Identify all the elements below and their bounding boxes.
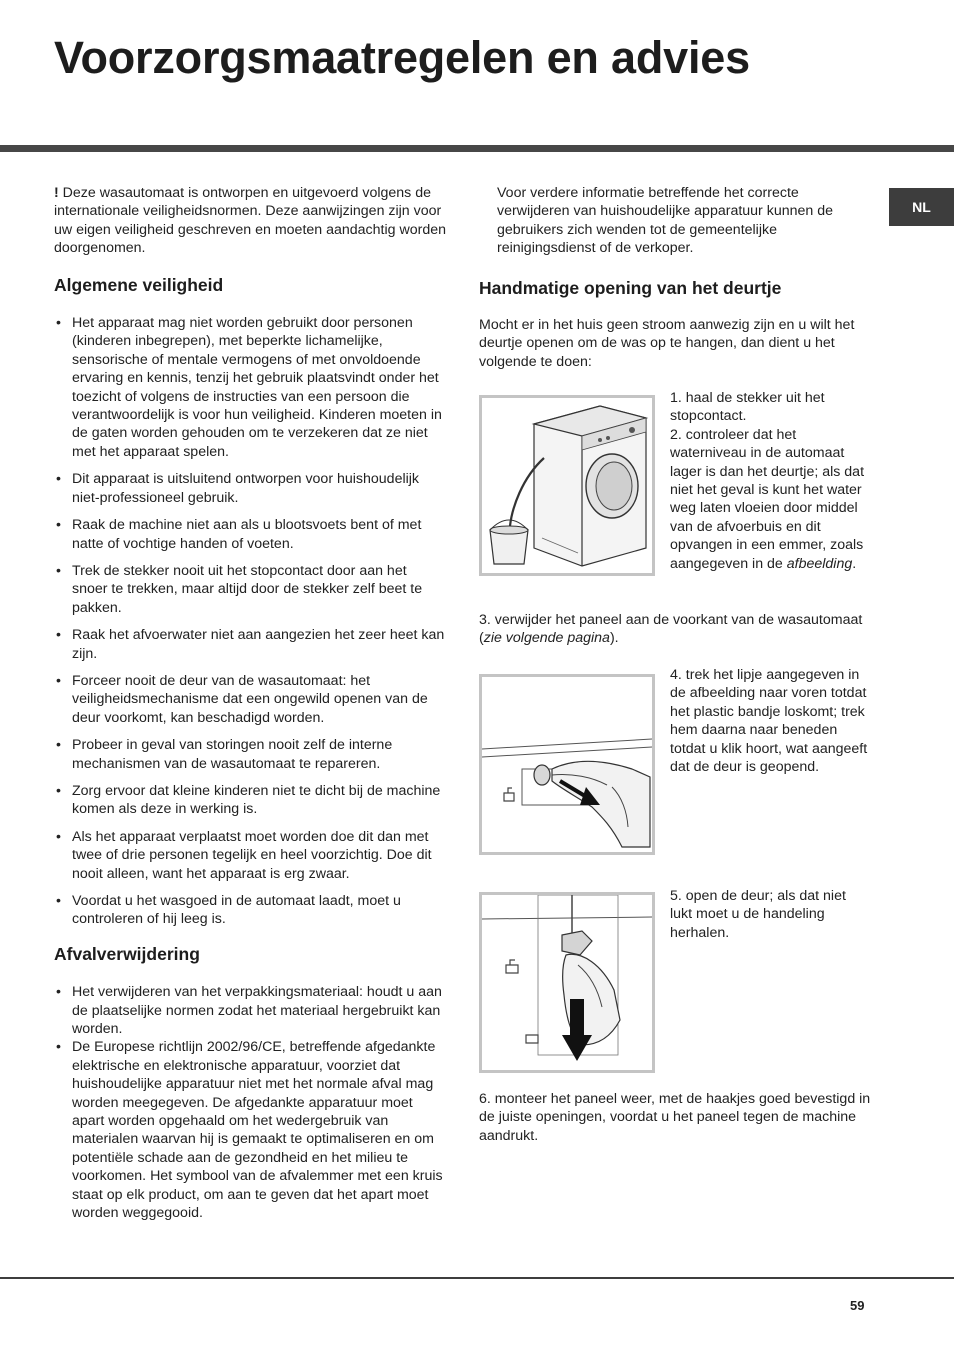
algemene-list — [54, 314, 446, 929]
step-1: 1. haal de stekker uit het stopcontact. — [670, 390, 825, 425]
left-column — [54, 184, 446, 1223]
step-5: 5. open de deur; als dat niet lukt moet u de handeling herhalen. — [670, 888, 846, 941]
figure-drain-bucket — [479, 395, 655, 576]
step-3: 3. verwijder het paneel aan de voorkant van de wasautomaat (zie volgende pagina). — [479, 612, 863, 647]
list-item: • Dit apparaat is uitsluitend ontworpen voor huishoudelijk niet-professioneel gebruik. — [54, 470, 446, 507]
list-item: • Raak de machine niet aan als u blootsvoets bent of met natte of vochtige handen of voeten. — [54, 516, 446, 553]
caption-steps-1-2 — [670, 389, 870, 573]
list-item: • Het verwijderen van het verpakkingsmateriaal: houdt u aan de plaatselijke normen zodat het materiaal hergebruikt kan worden. — [54, 983, 446, 1038]
heading-algemene-veiligheid: Algemene veiligheid — [54, 274, 224, 295]
pull-down-illustration — [482, 895, 652, 1070]
heading-handmatige-opening: Handmatige opening van het deurtje — [479, 278, 782, 298]
figure-pull-down — [479, 892, 655, 1073]
step-4: 4. trek het lipje aangegeven in de afbeelding naar voren totdat het plastic bandje loskomt; trek hem daarna naar beneden totdat u klik hoort, wat aangeeft dat de deur is geopend. — [670, 667, 868, 776]
heading-afvalverwijdering: Afvalverwijdering — [54, 943, 200, 964]
language-tab: NL — [889, 188, 954, 226]
list-item: • Probeer in geval van storingen nooit zelf de interne mechanismen van de wasautomaat te repareren. — [54, 736, 446, 773]
intro-text: Deze wasautomaat is ontworpen en uitgevoerd volgens de internationale veiligheidsnormen. Deze aanwijzingen zijn voor uw eigen veiligheid geschreven en moeten aandachtig worden doorgenomen. — [54, 185, 446, 257]
intro-paragraph — [54, 184, 446, 258]
list-item: • Als het apparaat verplaatst moet worden doe dit dan met twee of drie personen tegelijk en heel voorzichtig. Doe dit nooit alleen, want het apparaat is erg zwaar. — [54, 828, 446, 883]
page-number: 59 — [850, 1298, 865, 1313]
list-item: • De Europese richtlijn 2002/96/CE, betreffende afgedankte elektrische en elektronische apparatuur, voorziet dat huishoudelijke apparatuur niet met het normale afval mag worden meegegeven. De afgedankte apparatuur moet apart worden opgehaald om het wedergebruik van materialen waarvan hij is gemaakt te optimaliseren en om potentiële schade aan de gezondheid en het milieu te voorkomen. Het symbool van de afvalemmer met een kruis staat op elk product, om aan te geven dat het apart moet worden weggegooid. — [54, 1038, 446, 1222]
list-item: • Het apparaat mag niet worden gebruikt door personen (kinderen inbegrepen), met beperkte lichamelijke, sensorische of mentale vermogens of met onvoldoende ervaring en kennis, tenzij het gebruik plaatsvindt onder het toezicht of volgens de instructies van een persoon die verantwoordelijk is voor hun veiligheid. Kinderen moeten in de gaten worden gehouden om te verzekeren dat ze niet met het apparaat spelen. — [54, 314, 446, 461]
page-title: Voorzorgsmaatregelen en advies — [54, 32, 750, 83]
disposal-info-paragraph: Voor verdere informatie betreffende het correcte verwijderen van huishoudelijke apparatuur kunnen de gebruikers zich wenden tot de gemeentelijke reinigingsdienst of de verkoper. — [497, 185, 833, 257]
list-item: • Zorg ervoor dat kleine kinderen niet te dicht bij de machine komen als deze in werking is. — [54, 782, 446, 819]
handmatig-intro: Mocht er in het huis geen stroom aanwezig zijn en u wilt het deurtje openen om de was op te hangen, dan dient u het volgende te doen: — [479, 317, 855, 370]
list-item: • Trek de stekker nooit uit het stopcontact door aan het snoer te trekken, maar altijd door de stekker zelf beet te pakken. — [54, 562, 446, 617]
title-rule — [0, 145, 954, 152]
afval-list — [54, 983, 446, 1222]
footer-rule — [0, 1277, 954, 1279]
pull-tab-illustration — [482, 677, 652, 852]
washing-machine-illustration — [482, 398, 652, 573]
step-2: 2. controleer dat het waterniveau in de automaat lager is dan het deurtje; als dat niet het geval is kunt het water weg laten vloeien door middel van de afvoerbuis en dit opvangen in een emmer, zoals aangegeven in de afbeelding. — [670, 426, 865, 572]
list-item: • Forceer nooit de deur van de wasautomaat: het veiligheidsmechanisme dat een ongewild openen van de deur voorkomt, kan beschadigd worden. — [54, 672, 446, 727]
figure-pull-tab — [479, 674, 655, 855]
step-6: 6. monteer het paneel weer, met de haakjes goed bevestigd in de juiste openingen, voordat u het paneel tegen de machine aandrukt. — [479, 1091, 871, 1144]
list-item: • Raak het afvoerwater niet aan aangezien het zeer heet kan zijn. — [54, 626, 446, 663]
warning-mark: ! — [54, 185, 59, 201]
list-item: • Voordat u het wasgoed in de automaat laadt, moet u controleren of hij leeg is. — [54, 892, 446, 929]
